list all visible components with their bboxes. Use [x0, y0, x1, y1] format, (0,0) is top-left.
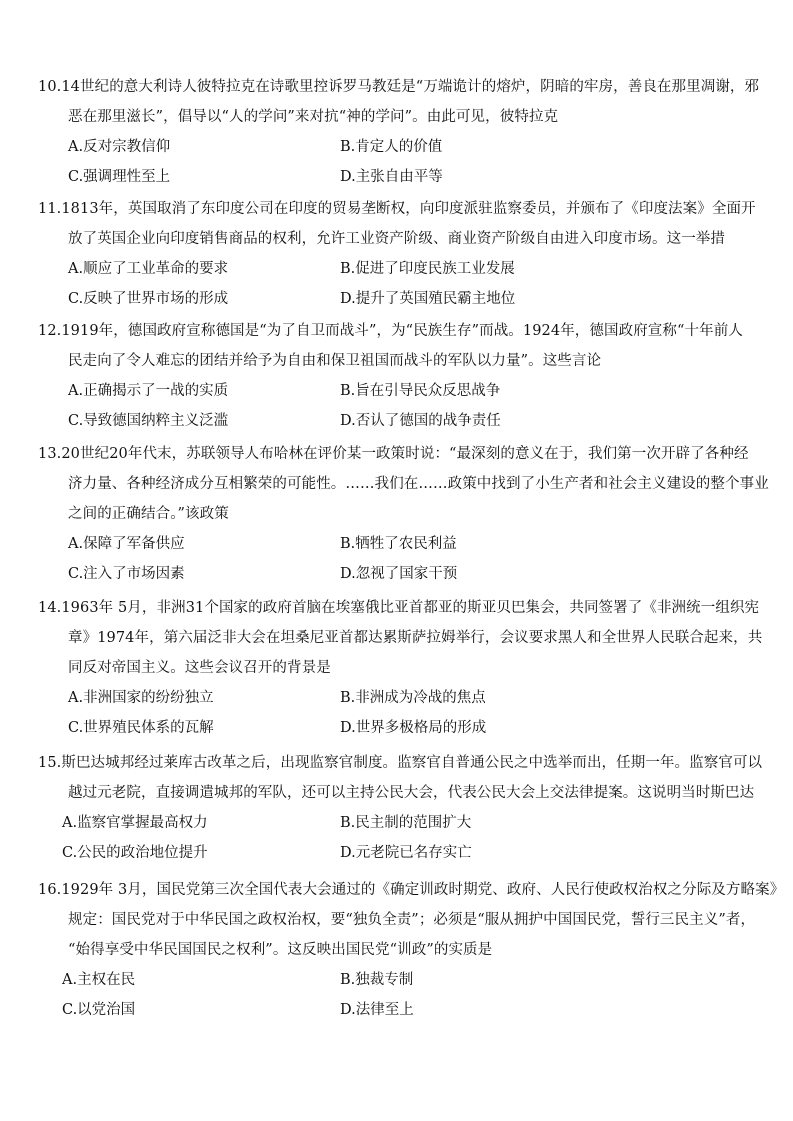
- question-16: [0, 875, 793, 1025]
- options: [0, 683, 793, 743]
- option-d: D.提升了英国殖民霸主地位: [340, 291, 516, 307]
- options: [0, 376, 793, 436]
- option-a: A.主权在民: [62, 972, 136, 988]
- option-b: B.旨在引导民众反思战争: [340, 383, 501, 399]
- question-stem: [0, 593, 793, 683]
- stem-line: 11.1813年，英国取消了东印度公司在印度的贸易垄断权，向印度派驻监察委员，并颁布了《印度法案》全面开: [38, 201, 756, 217]
- stem-line: 同反对帝国主义。这些会议召开的背景是: [68, 660, 331, 676]
- option-a: A.顺应了工业革命的要求: [68, 261, 229, 277]
- option-a: A.反对宗教信仰: [68, 139, 171, 155]
- stem-line: 越过元老院，直接调遣城邦的军队，还可以主持公民大会，代表公民大会上交法律提案。这说明当时斯巴达: [68, 785, 755, 801]
- option-d: D.否认了德国的战争责任: [340, 413, 501, 429]
- option-c: C.公民的政治地位提升: [62, 845, 208, 861]
- option-b: B.促进了印度民族工业发展: [340, 261, 515, 277]
- option-d: D.忽视了国家干预: [340, 566, 458, 582]
- options: [0, 808, 793, 868]
- question-stem: [0, 748, 793, 808]
- option-d: D.元老院已名存实亡: [340, 845, 472, 861]
- stem-line: 14.1963年 5月，非洲31个国家的政府首脑在埃塞俄比亚首都亚的斯亚贝巴集会，共同签署了《非洲统一组织宪: [38, 600, 760, 616]
- option-d: D.主张自由平等: [340, 169, 443, 185]
- options: [0, 254, 793, 314]
- question-14: [0, 593, 793, 743]
- option-b: B.非洲成为冷战的焦点: [340, 690, 486, 706]
- option-c: C.导致德国纳粹主义泛滥: [68, 413, 229, 429]
- option-c: C.世界殖民体系的瓦解: [68, 720, 214, 736]
- question-12: [0, 316, 793, 436]
- option-b: B.肯定人的价值: [340, 139, 443, 155]
- option-a: A.正确揭示了一战的实质: [68, 383, 229, 399]
- option-d: D.法律至上: [340, 1002, 414, 1018]
- question-11: [0, 194, 793, 314]
- option-c: C.强调理性至上: [68, 169, 171, 185]
- option-b: B.民主制的范围扩大: [340, 815, 472, 831]
- question-10: [0, 72, 793, 192]
- stem-line: 13.20世纪20年代末，苏联领导人布哈林在评价某一政策时说：“最深刻的意义在于，我们第一次开辟了各种经: [38, 446, 749, 462]
- question-13: [0, 439, 793, 589]
- option-c: C.注入了市场因素: [68, 566, 185, 582]
- stem-line: 民走向了令人难忘的团结并给予为自由和保卫祖国而战斗的军队以力量”。这些言论: [68, 353, 602, 369]
- option-a: A.监察官掌握最高权力: [62, 815, 208, 831]
- stem-line: 15.斯巴达城邦经过莱库古改革之后，出现监察官制度。监察官自普通公民之中选举而出，任期一年。监察官可以: [38, 755, 763, 771]
- stem-line: 12.1919年，德国政府宣称德国是“为了自卫而战斗”，为“民族生存”而战。1924年，德国政府宣称“十年前人: [38, 323, 743, 339]
- option-d: D.世界多极格局的形成: [340, 720, 487, 736]
- stem-line: 16.1929年 3月，国民党第三次全国代表大会通过的《确定训政时期党、政府、人民行使政权治权之分际及方略案》: [38, 882, 785, 898]
- stem-line: “始得享受中华民国国民之权利”。这反映出国民党“训政”的实质是: [68, 942, 493, 958]
- stem-line: 10.14世纪的意大利诗人彼特拉克在诗歌里控诉罗马教廷是“万端诡计的熔炉，阴暗的牢房，善良在那里凋谢，邪: [38, 79, 760, 95]
- options: [0, 965, 793, 1025]
- stem-line: 章》1974年，第六届泛非大会在坦桑尼亚首都达累斯萨拉姆举行，会议要求黑人和全世界人民联合起来，共: [68, 630, 763, 646]
- question-stem: [0, 316, 793, 376]
- option-a: A.非洲国家的纷纷独立: [68, 690, 214, 706]
- options: [0, 529, 793, 589]
- stem-line: 之间的正确结合。”该政策: [68, 506, 229, 522]
- question-stem: [0, 72, 793, 132]
- option-b: B.牺牲了农民利益: [340, 536, 457, 552]
- question-15: [0, 748, 793, 868]
- stem-line: 恶在那里滋长”，倡导以“人的学问”来对抗“神的学问”。由此可见，彼特拉克: [68, 109, 559, 125]
- option-c: C.反映了世界市场的形成: [68, 291, 229, 307]
- stem-line: 规定：国民党对于中华民国之政权治权，要“独负全责”；必须是“服从拥护中国国民党，誓行三民主义”者，: [68, 912, 756, 928]
- options: [0, 132, 793, 192]
- stem-line: 放了英国企业向印度销售商品的权利，允许工业资产阶级、商业资产阶级自由进入印度市场。这一举措: [68, 231, 725, 247]
- option-c: C.以党治国: [62, 1002, 136, 1018]
- question-stem: [0, 194, 793, 254]
- question-stem: [0, 875, 793, 965]
- question-stem: [0, 439, 793, 529]
- option-a: A.保障了军备供应: [68, 536, 185, 552]
- option-b: B.独裁专制: [340, 972, 414, 988]
- stem-line: 济力量、各种经济成分互相繁荣的可能性。……我们在……政策中找到了小生产者和社会主义建设的整个事业: [68, 476, 769, 492]
